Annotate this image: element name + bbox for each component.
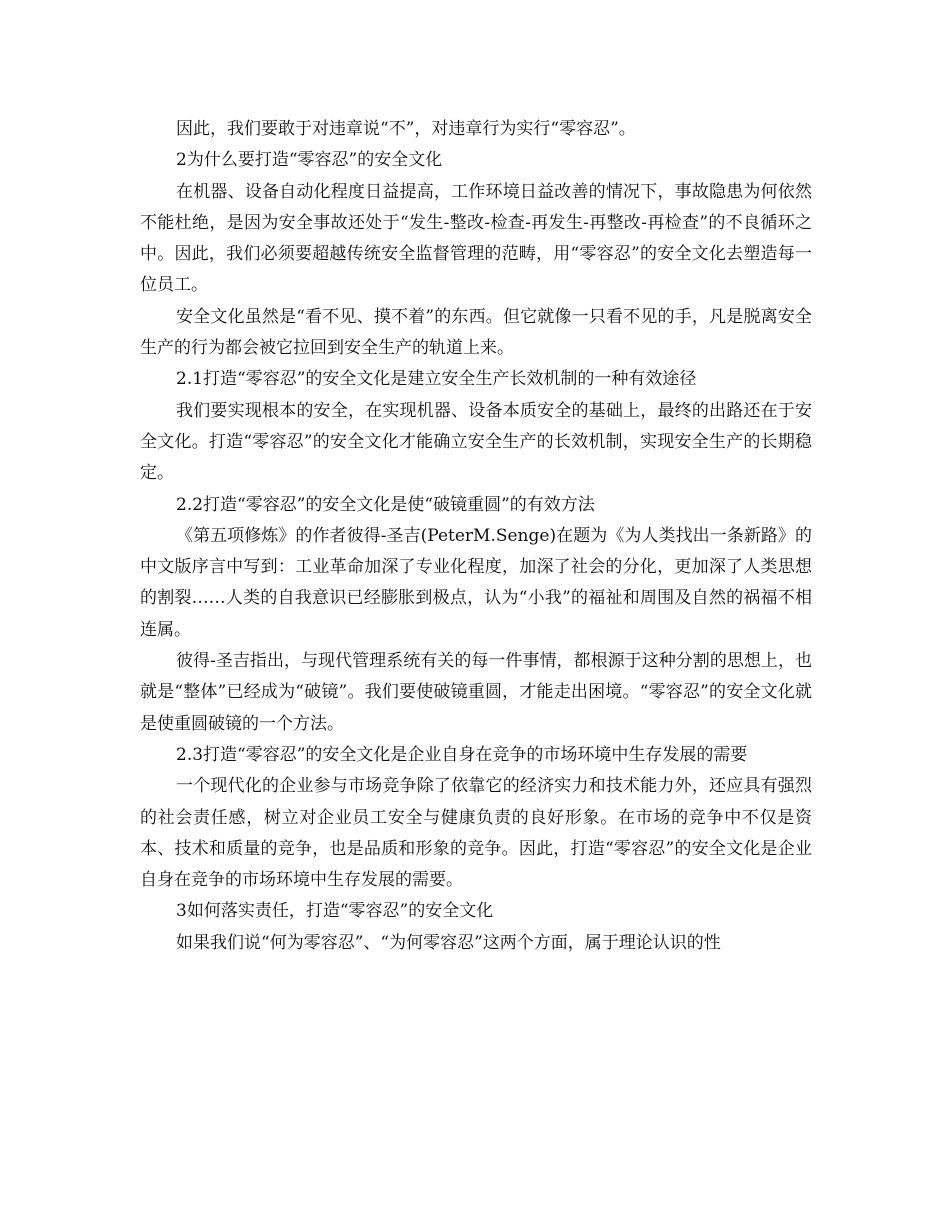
section-heading-2-2: 2.2打造“零容忍”的安全文化是使“破镜重圆”的有效方法 (176, 494, 595, 515)
section-heading-2: 2为什么要打造“零容忍”的安全文化 (176, 150, 443, 171)
document-body (140, 114, 812, 959)
section-heading-2-3: 2.3打造“零容忍”的安全文化是企业自身在竞争的市场环境中生存发展的需要 (176, 744, 748, 765)
paragraph: 如果我们说“何为零容忍”、“为何零容忍”这两个方面，属于理论认识的性 (176, 932, 721, 953)
paragraph: 安全文化虽然是“看不见、摸不着”的东西。但它就像一只看不见的手，凡是脱离安全生产的行为都会被它拉回到安全生产的轨道上来。 (140, 306, 812, 359)
paragraph-intro: 因此，我们要敢于对违章说“不”，对违章行为实行“零容忍”。 (176, 119, 636, 139)
paragraph: 彼得-圣吉指出，与现代管理系统有关的每一件事情，都根源于这种分割的思想上，也就是“整体”已经成为“破镜”。我们要使破镜重圆，才能走出困境。“零容忍”的安全文化就是使重圆破镜的一个方法。 (140, 651, 812, 734)
paragraph: 我们要实现根本的安全，在实现机器、设备本质安全的基础上，最终的出路还在于安全文化。打造“零容忍”的安全文化才能确立安全生产的长效机制，实现安全生产的长期稳定。 (140, 400, 812, 484)
paragraph: 一个现代化的企业参与市场竞争除了依靠它的经济实力和技术能力外，还应具有强烈的社会责任感，树立对企业员工安全与健康负责的良好形象。在市场的竞争中不仅是资本、技术和质量的竞争，也是品质和形象的竞争。因此，打造“零容忍”的安全文化是企业自身在竞争的市场环境中生存发展的需要。 (140, 776, 812, 891)
paragraph: 《第五项修炼》的作者彼得-圣吉(PeterM.Senge)在题为《为人类找出一条新路》的中文版序言中写到：工业革命加深了专业化程度，加深了社会的分化，更加深了人类思想的割裂……人类的自我意识已经膨胀到极点，认为“小我”的福祉和周围及自然的祸福不相连属。 (140, 525, 812, 640)
section-heading-2-1: 2.1打造“零容忍”的安全文化是建立安全生产长效机制的一种有效途径 (176, 369, 697, 390)
section-heading-3: 3如何落实责任，打造“零容忍”的安全文化 (176, 901, 494, 922)
paragraph: 在机器、设备自动化程度日益提高，工作环境日益改善的情况下，事故隐患为何依然不能杜绝，是因为安全事故还处于“发生-整改-检查-再发生-再整改-再检查”的不良循环之中。因此，我们必须要超越传统安全监督管理的范畴，用“零容忍”的安全文化去塑造每一位员工。 (140, 181, 812, 296)
